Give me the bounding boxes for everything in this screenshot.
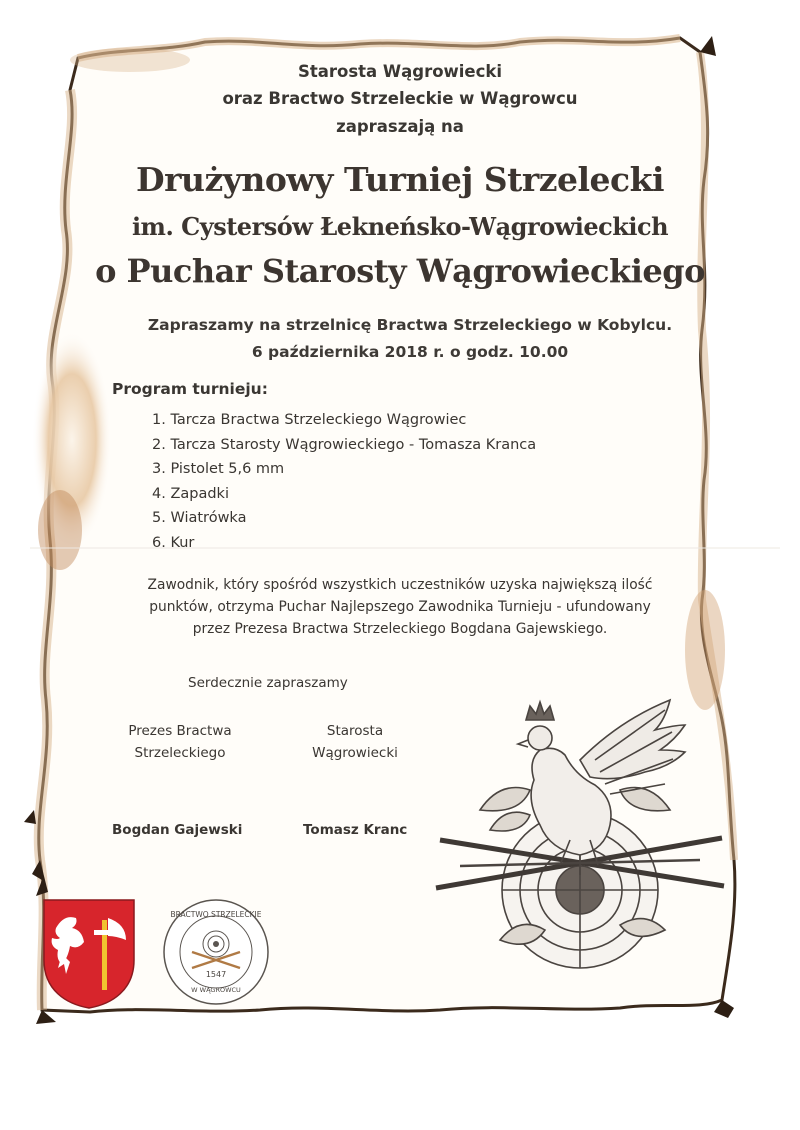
header-line-3: zapraszają na [336, 117, 464, 136]
program-item: 6. Kur [152, 534, 195, 551]
event-title: Drużynowy Turniej Strzelecki [135, 160, 665, 199]
cup-title: o Puchar Starosty Wągrowieckiego [95, 252, 705, 290]
seal-text-bottom: W WĄGROWCU [191, 986, 241, 994]
signature-right-name: Tomasz Kranc [303, 822, 408, 838]
signature-left-role [110, 720, 250, 764]
program-item: 1. Tarcza Bractwa Strzeleckiego Wągrowiec [152, 412, 467, 428]
event-subtitle: im. Cystersów Łekneńsko-Wągrowieckich [131, 212, 669, 241]
seal-text-top: BRACTWO STRZELECKIE [170, 910, 262, 919]
prize-line-2: punktów, otrzyma Puchar Najlepszego Zawodnika Turnieju - ufundowany [149, 599, 651, 615]
signature-left-role-line-1: Prezes Bractwa [128, 723, 232, 739]
signature-right-role-line-1: Starosta [326, 723, 384, 739]
eagle-emblem-icon [430, 690, 730, 980]
program-item: 3. Pistolet 5,6 mm [152, 461, 285, 477]
signature-right-role-line-2: Wągrowiecki [312, 745, 398, 761]
invitation-place: Zapraszamy na strzelnicę Bractwa Strzeleckiego w Kobylcu. [147, 316, 673, 334]
signature-left-name: Bogdan Gajewski [112, 822, 243, 838]
closing-text: Serdecznie zapraszamy [188, 675, 348, 691]
prize-line-1: Zawodnik, który spośród wszystkich uczestników uzyska największą ilość [147, 577, 653, 593]
prize-line-3: przez Prezesa Bractwa Strzeleckiego Bogdana Gajewskiego. [192, 621, 608, 637]
prize-paragraph [110, 574, 690, 640]
seal-year: 1547 [205, 970, 227, 979]
program-item: 5. Wiatrówka [152, 510, 247, 526]
signature-right-role [290, 720, 420, 764]
header-line-1: Starosta Wągrowiecki [297, 62, 503, 81]
program-title: Program turnieju: [112, 380, 268, 398]
program-list [152, 408, 536, 555]
program-item: 4. Zapadki [152, 485, 229, 502]
header-line-2: oraz Bractwo Strzeleckie w Wągrowcu [222, 89, 578, 108]
program-item: 2. Tarcza Starosty Wągrowieckiego - Tomasza Kranca [152, 436, 537, 453]
invitation-datetime: 6 października 2018 r. o godz. 10.00 [251, 343, 569, 361]
signature-left-role-line-2: Strzeleckiego [134, 745, 226, 761]
brotherhood-seal-logo [162, 898, 270, 1006]
county-coat-of-arms-icon [42, 898, 136, 1010]
